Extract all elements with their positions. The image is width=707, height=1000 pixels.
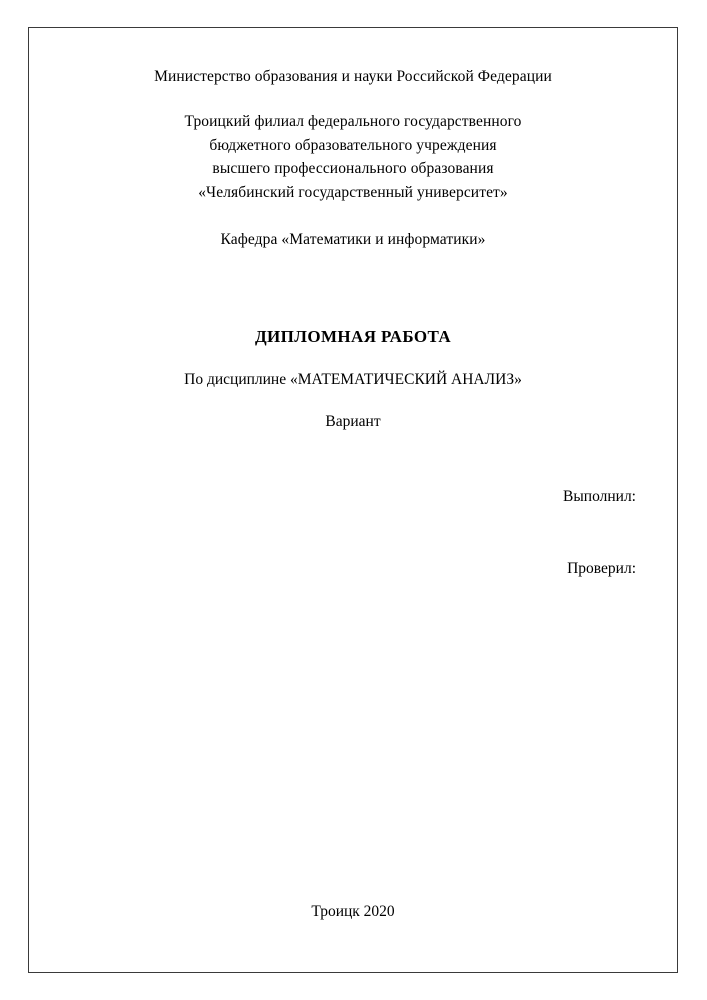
institution-line-3: высшего профессионального образования [212, 160, 494, 177]
organization-block [68, 65, 638, 251]
work-title: ДИПЛОМНАЯ РАБОТА [254, 327, 452, 346]
work-block [68, 327, 638, 431]
signature-gap [68, 507, 636, 559]
signature-block [68, 487, 638, 579]
ministry-line: Министерство образования и науки Российской Федерации [154, 68, 552, 85]
discipline-line: По дисциплине «МАТЕМАТИЧЕСКИЙ АНАЛИЗ» [184, 371, 522, 388]
footer-city-year: Троицк 2020 [311, 903, 395, 920]
page-content [28, 27, 678, 973]
performer-label: Выполнил: [563, 488, 636, 505]
department-line: Кафедра «Математики и информатики» [220, 231, 486, 248]
reviewer-label: Проверил: [567, 560, 636, 577]
variant-line: Вариант [325, 413, 381, 430]
institution-line-2: бюджетного образовательного учреждения [209, 136, 497, 154]
institution-block [68, 110, 638, 204]
institution-line-4: «Челябинский государственный университет» [198, 183, 508, 201]
institution-line-1: Троицкий филиал федерального государственного [184, 113, 522, 130]
